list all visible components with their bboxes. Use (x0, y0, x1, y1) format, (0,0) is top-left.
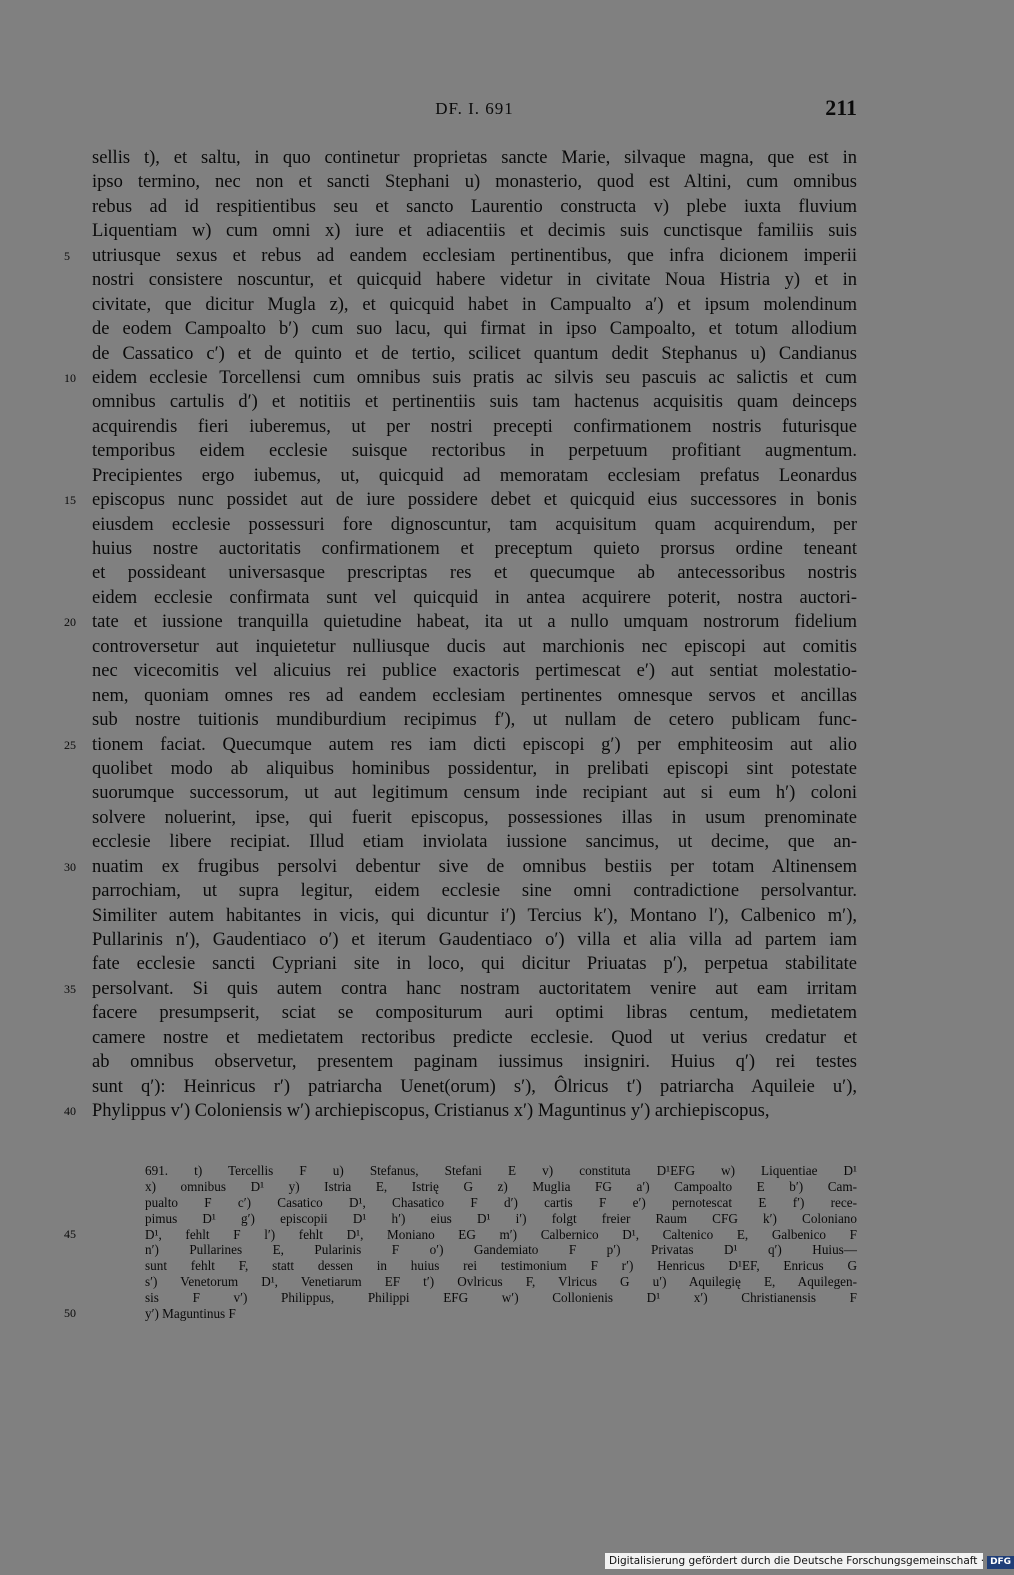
line-text: sunt q′): Heinricus r′) patriarcha Uenet(orum) s′), Ôlricus t′) patriarcha Aquileie u′), (92, 1076, 857, 1097)
line-text: sub nostre tuitionis mundiburdium recipimus f′), ut nullam de cetero publicam func- (92, 710, 857, 731)
text-line (92, 146, 857, 170)
text-line (92, 561, 857, 585)
note-line (145, 1290, 857, 1306)
note-line (64, 1226, 857, 1243)
text-line (92, 708, 857, 732)
text-line (92, 415, 857, 439)
line-text: n′) Pullarines E, Pularinis F o′) Gandemiato F p′) Privatas D¹ q′) Huius— (145, 1242, 857, 1258)
line-text: civitate, que dicitur Mugla z), et quicquid habet in Campualto a′) et ipsum molendinum (92, 294, 857, 315)
running-title: DF. I. 691 (435, 99, 514, 118)
text-line (92, 219, 857, 243)
line-number: 10 (64, 370, 76, 385)
text-line (64, 733, 857, 757)
line-text: persolvant. Si quis autem contra hanc nostram auctoritatem venire aut eam irritam (92, 978, 857, 999)
line-number: 5 (64, 248, 70, 263)
text-line (92, 317, 857, 341)
line-text: sis F v′) Philippus, Philippi EFG w′) Collonienis D¹ x′) Christianensis F (145, 1290, 857, 1306)
text-line (92, 879, 857, 903)
text-line (92, 904, 857, 928)
line-number: 40 (64, 1104, 76, 1119)
text-line (92, 537, 857, 561)
text-line (92, 928, 857, 952)
note-line (145, 1163, 857, 1179)
line-text: Pullarinis n′), Gaudentiaco o′) et iterum Gaudentiaco o′) villa et alia villa ad partem iam (92, 930, 857, 950)
text-line (92, 464, 857, 488)
text-line (92, 1050, 857, 1074)
line-text: Liquentiam w) cum omni x) iure et adiacentiis et decimis suis cunctisque familiis suis (92, 221, 857, 242)
note-line (145, 1179, 857, 1195)
line-text: nec vicecomitis vel alicuius rei publice exactoris pertimescat e′) aut sentiat molestatio- (92, 661, 857, 682)
text-line (92, 342, 857, 366)
line-text: eidem ecclesie Torcellensi cum omnibus suis pratis ac silvis seu pascuis ac salictis et cum (92, 367, 857, 388)
note-line (64, 1306, 857, 1322)
line-text: Precipientes ergo iubemus, ut, quicquid ad memoratam ecclesiam prefatus Leonardus (92, 465, 857, 486)
note-line (145, 1242, 857, 1258)
note-line (145, 1211, 857, 1227)
line-text: suorumque successorum, ut aut legitimum censum inde recipiant aut si eum h′) coloni (92, 783, 857, 804)
line-text: omnibus cartulis d′) et notitiis et pertinentiis suis tam hactenus acquisitis quam deinceps (92, 392, 857, 413)
line-text: et possideant universasque prescriptas res et quecumque ab antecessoribus nostris (92, 563, 857, 584)
page-number: 211 (825, 95, 857, 120)
line-number: 35 (64, 981, 76, 996)
dfg-logo-icon: DFG (987, 1556, 1014, 1569)
line-text: D¹, fehlt F l′) fehlt D¹, Moniano EG m′) Calbernico D¹, Caltenico E, Galbenico F (145, 1226, 857, 1242)
line-text: rebus ad id respitientibus seu et sancto Laurentio constructa v) plebe iuxta fluvium (92, 196, 857, 217)
text-line (64, 488, 857, 512)
line-text: ipso termino, nec non et sancti Stephani u) monasterio, quod est Altini, cum omnibus (92, 172, 857, 193)
line-text: sellis t), et saltu, in quo continetur proprietas sancte Marie, silvaque magna, que est in (92, 148, 857, 168)
line-text: nem, quoniam omnes res ad eandem ecclesiam pertinentes omnesque servos et ancillas (92, 685, 857, 706)
text-line (92, 195, 857, 219)
line-text: pualto F c′) Casatico D¹, Chasatico F d′) cartis F e′) pernotescat E f′) rece- (145, 1194, 857, 1210)
note-line (145, 1195, 857, 1211)
line-text: de eodem Campoalto b′) cum suo lacu, qui firmat in ipso Campoalto, et totum allodium (92, 319, 857, 340)
line-text: camere nostre et medietatem rectoribus predicte ecclesie. Quod ut verius credatur et (92, 1027, 857, 1048)
text-line (92, 586, 857, 610)
line-text: tionem faciat. Quecumque autem res iam dicti episcopi g′) per emphiteosim aut alio (92, 734, 857, 755)
line-number: 20 (64, 615, 76, 630)
text-line (92, 952, 857, 976)
line-text: nostri consistere noscuntur, et quicquid habere videtur in civitate Noua Histria y) et in (92, 270, 857, 291)
text-line (64, 977, 857, 1001)
line-text: ecclesie libere recipiat. Illud etiam inviolata iussione sancimus, ut decime, que an- (92, 832, 857, 853)
text-line (64, 366, 857, 390)
line-text: huius nostre auctoritatis confirmationem et preceptum quieto prorsus ordine teneant (92, 539, 857, 559)
main-text (64, 146, 857, 1124)
line-text: nuatim ex frugibus persolvi debentur sive de omnibus bestiis per totam Altinensem (92, 856, 857, 877)
text-line (92, 439, 857, 463)
footnotes (64, 1163, 857, 1322)
text-line (92, 513, 857, 537)
text-line (92, 806, 857, 830)
text-line (92, 757, 857, 781)
text-line (64, 855, 857, 879)
note-line (145, 1274, 857, 1290)
text-line (92, 170, 857, 194)
text-line (92, 684, 857, 708)
line-text: y′) Maguntinus F (145, 1306, 236, 1322)
text-line (92, 781, 857, 805)
line-text: facere presumpserit, sciat se compositurum auri optimi libras centum, medietatem (92, 1003, 857, 1024)
line-text: eiusdem ecclesie possessuri fore dignoscuntur, tam acquisitum quam acquirendum, per (92, 514, 857, 535)
text-line (64, 1099, 857, 1123)
text-line (92, 293, 857, 317)
line-text: eidem ecclesie confirmata sunt vel quicquid in antea acquirere poterit, nostra auctori- (92, 587, 857, 608)
line-text: temporibus eidem ecclesie suisque rectoribus in perpetuum profitiant augmentum. (92, 441, 857, 462)
funding-footer (605, 1553, 1012, 1569)
note-line (145, 1258, 857, 1274)
page-header (92, 95, 857, 125)
line-text: Similiter autem habitantes in vicis, qui dicuntur i′) Tercius k′), Montano l′), Calbenico m′), (92, 905, 857, 926)
text-line (64, 244, 857, 268)
line-number: 30 (64, 859, 76, 874)
text-line (64, 610, 857, 634)
text-line (92, 390, 857, 414)
line-number: 15 (64, 493, 76, 508)
line-number: 45 (64, 1226, 76, 1241)
line-text: utriusque sexus et rebus ad eandem ecclesiam pertinentibus, que infra dicionem imperii (92, 245, 857, 266)
line-number: 25 (64, 737, 76, 752)
line-text: 691. t) Tercellis F u) Stefanus, Stefani E v) constituta D¹EFG w) Liquentiae D¹ (145, 1163, 857, 1178)
text-line (92, 1001, 857, 1025)
line-text: sunt fehlt F, statt dessen in huius rei testimonium F r′) Henricus D¹EF, Enricus G (145, 1258, 857, 1274)
line-text: pimus D¹ g′) episcopii D¹ h′) eius D¹ i′) folgt freier Raum CFG k′) Coloniano (145, 1210, 857, 1226)
line-text: s′) Venetorum D¹, Venetiarum EF t′) Ovlricus F, Vlricus G u′) Aquilegię E, Aquilegen- (145, 1274, 857, 1290)
text-line (92, 635, 857, 659)
text-line (92, 1026, 857, 1050)
line-text: fate ecclesie sancti Cypriani site in loco, qui dicitur Priuatas p′), perpetua stabilitate (92, 954, 857, 975)
text-line (92, 659, 857, 683)
line-text: solvere noluerint, ipse, qui fuerit episcopus, possessiones illas in usum prenominate (92, 807, 857, 828)
line-text: quolibet modo ab aliquibus hominibus possidentur, in prelibati episcopi sint potestate (92, 758, 857, 779)
line-text: episcopus nunc possidet aut de iure possidere debet et quicquid eius successores in bonis (92, 490, 857, 511)
line-text: de Cassatico c′) et de quinto et de tertio, scilicet quantum dedit Stephanus u) Candianus (92, 343, 857, 364)
text-line (92, 830, 857, 854)
line-number: 50 (64, 1306, 76, 1321)
line-text: controversetur aut inquietetur nulliusque ducis aut marchionis nec episcopi aut comitis (92, 636, 857, 657)
line-text: ab omnibus observetur, presentem paginam iussimus insigniri. Huius q′) rei testes (92, 1052, 857, 1073)
funding-text: Digitalisierung gefördert durch die Deutsche Forschungsgemeinschaft · (609, 1555, 985, 1567)
text-line (92, 268, 857, 292)
line-text: Phylippus v′) Coloniensis w′) archiepiscopus, Cristianus x′) Maguntinus y′) archiepiscopus, (92, 1101, 770, 1122)
text-line (92, 1075, 857, 1099)
line-text: tate et iussione tranquilla quietudine habeat, ita ut a nullo umquam nostrorum fidelium (92, 612, 857, 633)
line-text: x) omnibus D¹ y) Istria E, Istrię G z) Muglia FG a′) Campoalto E b′) Cam- (145, 1178, 857, 1194)
line-text: acquirendis fieri iuberemus, ut per nostri precepti confirmationem nostris futurisque (92, 416, 857, 437)
line-text: parrochiam, ut supra legitur, eidem ecclesie sine omni contradictione persolvantur. (92, 881, 857, 902)
